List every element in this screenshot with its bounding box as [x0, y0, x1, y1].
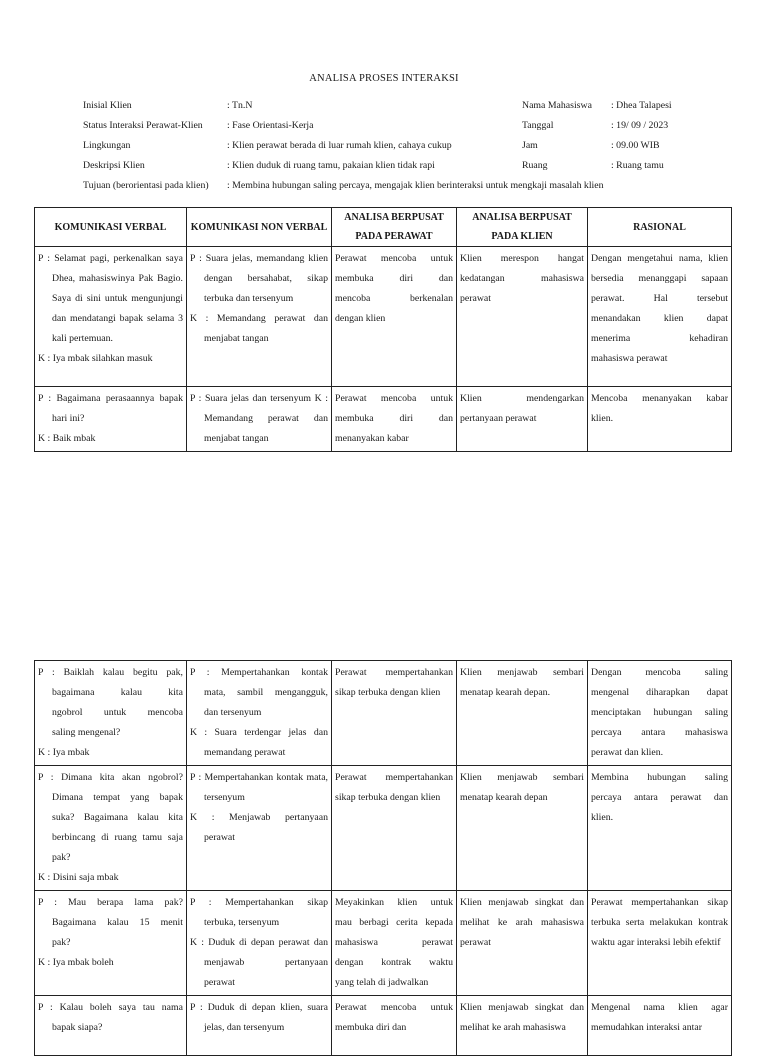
cell-line: Meyakinkan klien untuk	[335, 897, 453, 908]
cell-komunikasi-nonverbal	[187, 247, 332, 387]
cell-line: percaya antara perawat dan	[591, 792, 728, 803]
info-value: : Klien duduk di ruang tamu, pakaian klien tidak rapi	[227, 160, 435, 171]
cell-line: terbuka dan tersenyum	[204, 293, 294, 304]
cell-line: mahasiswa perawat	[335, 937, 453, 948]
cell-line: Dhea, mahasiswinya Pak Bagio.	[52, 273, 183, 284]
cell-line: klien.	[591, 812, 614, 823]
cell-line: kali pertemuan.	[52, 333, 113, 344]
cell-analisa-klien	[457, 766, 588, 891]
cell-line: Klien menjawab sembari	[460, 667, 584, 678]
table-row	[35, 247, 732, 387]
cell-line: terbuka, tersenyum	[204, 917, 280, 928]
info-label: Jam	[522, 140, 538, 151]
cell-komunikasi-verbal	[35, 996, 187, 1056]
cell-analisa-perawat	[332, 891, 457, 996]
cell-line: membuka diri dan	[335, 413, 453, 424]
info-value: : Fase Orientasi-Kerja	[227, 120, 314, 131]
cell-line: P : Duduk di depan klien, suara	[190, 1002, 328, 1013]
table-row	[35, 766, 732, 891]
cell-line: Perawat mencoba untuk	[335, 253, 453, 264]
cell-rasional	[588, 247, 732, 387]
cell-line: tersenyum	[204, 792, 245, 803]
header-rasional: RASIONAL	[588, 208, 732, 247]
cell-line: menanyakan kabar	[335, 433, 409, 444]
info-value: : Membina hubungan saling percaya, mengajak klien berinteraksi untuk mengkaji masalah klien	[227, 180, 604, 191]
cell-line: pertanyaan perawat	[460, 413, 537, 424]
cell-analisa-perawat	[332, 766, 457, 891]
header-analisa-perawat	[332, 208, 457, 247]
cell-rasional	[588, 766, 732, 891]
info-label: Tanggal	[522, 120, 554, 131]
cell-komunikasi-nonverbal	[187, 766, 332, 891]
cell-line: P : Bagaimana perasaannya bapak	[38, 393, 183, 404]
table-row	[35, 387, 732, 452]
cell-line: P : Mau berapa lama pak?	[38, 897, 183, 908]
cell-line: mencoba berkenalan	[335, 293, 453, 304]
cell-line: K : Memandang perawat dan	[190, 313, 328, 324]
cell-komunikasi-nonverbal	[187, 891, 332, 996]
cell-line: P : Dimana kita akan ngobrol?	[38, 772, 183, 783]
cell-komunikasi-verbal	[35, 247, 187, 387]
cell-line: dengan klien	[335, 313, 386, 324]
cell-line: bersedia menanggapi sapaan	[591, 273, 728, 284]
cell-analisa-klien	[457, 891, 588, 996]
cell-analisa-perawat	[332, 387, 457, 452]
cell-komunikasi-nonverbal	[187, 661, 332, 766]
cell-komunikasi-verbal	[35, 891, 187, 996]
cell-line: mau berbagi cerita kepada	[335, 917, 453, 928]
table-row	[35, 661, 732, 766]
cell-line: perawat. Hal tersebut	[591, 293, 728, 304]
document-title: ANALISA PROSES INTERAKSI	[309, 73, 459, 84]
info-label: Deskripsi Klien	[83, 160, 145, 171]
cell-line: P : Suara jelas dan tersenyum K :	[190, 393, 328, 404]
cell-line: dengan kontrak waktu	[335, 957, 453, 968]
info-value: : Tn.N	[227, 100, 253, 111]
cell-line: saling mengenal?	[52, 727, 121, 738]
cell-line: Klien merespon hangat	[460, 253, 584, 264]
cell-line: pak?	[52, 937, 71, 948]
cell-line: K : Duduk di depan perawat dan	[190, 937, 328, 948]
cell-line: Perawat mempertahankan sikap	[591, 897, 728, 908]
cell-line: Mengenal nama klien agar	[591, 1002, 728, 1013]
cell-line: mengenal diharapkan dapat	[591, 687, 728, 698]
cell-line: memandang perawat	[204, 747, 286, 758]
cell-line: ngobrol untuk mencoba	[52, 707, 183, 718]
info-value: : Klien perawat berada di luar rumah klien, cahaya cukup	[227, 140, 452, 151]
cell-line: terbuka serta melakukan kontrak	[591, 917, 728, 928]
cell-line: P : Mempertahankan kontak	[190, 667, 328, 678]
cell-line: Klien menjawab singkat dan	[460, 897, 584, 908]
cell-line: menatap kearah depan.	[460, 687, 551, 698]
cell-analisa-klien	[457, 661, 588, 766]
cell-line: kedatangan mahasiswa	[460, 273, 584, 284]
interaction-table-continued	[34, 660, 732, 1056]
header-nonverbal: KOMUNIKASI NON VERBAL	[187, 208, 332, 247]
cell-line: P : Suara jelas, memandang klien	[190, 253, 328, 264]
cell-line: perawat	[204, 832, 236, 843]
info-label: Tujuan (berorientasi pada klien)	[83, 180, 209, 191]
cell-line: membuka diri dan	[335, 1022, 407, 1033]
header-line: ANALISA BERPUSAT	[472, 212, 572, 223]
info-value: : Dhea Talapesi	[611, 100, 672, 111]
cell-line: menandakan klien dapat	[591, 313, 728, 324]
cell-line: klien.	[591, 413, 614, 424]
info-value: : 09.00 WIB	[611, 140, 660, 151]
cell-line: mata, sambil mengangguk,	[204, 687, 328, 698]
info-label: Nama Mahasiswa	[522, 100, 592, 111]
cell-analisa-klien	[457, 247, 588, 387]
cell-line: K : Baik mbak	[38, 433, 96, 444]
cell-line: membuka diri dan	[335, 273, 453, 284]
cell-line: K : Disini saja mbak	[38, 872, 119, 883]
interaction-table-top	[34, 207, 732, 452]
cell-line: memudahkan interaksi antar	[591, 1022, 702, 1033]
cell-line: perawat	[460, 293, 492, 304]
cell-line: P : Selamat pagi, perkenalkan saya	[38, 253, 183, 264]
cell-rasional	[588, 661, 732, 766]
header-line: ANALISA BERPUSAT	[344, 212, 444, 223]
table-header-row	[35, 208, 732, 247]
cell-komunikasi-verbal	[35, 766, 187, 891]
info-label: Lingkungan	[83, 140, 131, 151]
cell-line: waktu agar interaksi lebih efektif	[591, 937, 721, 948]
info-header	[0, 96, 768, 196]
cell-line: sikap terbuka dengan klien	[335, 687, 441, 698]
cell-line: sikap terbuka dengan klien	[335, 792, 441, 803]
cell-line: menjabat tangan	[204, 433, 269, 444]
cell-line: Perawat mempertahankan	[335, 667, 453, 678]
cell-komunikasi-nonverbal	[187, 387, 332, 452]
cell-line: suka? Bagaimana kalau kita	[52, 812, 183, 823]
cell-rasional	[588, 891, 732, 996]
cell-line: Perawat mencoba untuk	[335, 393, 453, 404]
cell-analisa-klien	[457, 387, 588, 452]
cell-line: Perawat mempertahankan	[335, 772, 453, 783]
info-value: : Ruang tamu	[611, 160, 664, 171]
cell-komunikasi-verbal	[35, 661, 187, 766]
cell-line: melihat ke arah mahasiswa	[460, 1022, 566, 1033]
header-line: PADA PERAWAT	[355, 231, 433, 242]
cell-line: K : Iya mbak boleh	[38, 957, 114, 968]
cell-line: jelas, dan tersenyum	[204, 1022, 285, 1033]
header-line: PADA KLIEN	[491, 231, 553, 242]
cell-line: Klien menjawab sembari	[460, 772, 584, 783]
cell-line: Mencoba menanyakan kabar	[591, 393, 728, 404]
cell-line: Saya di sini untuk mengunjungi	[52, 293, 183, 304]
cell-line: Membina hubungan saling	[591, 772, 728, 783]
cell-line: yang telah di jadwalkan	[335, 977, 429, 988]
header-verbal: KOMUNIKASI VERBAL	[35, 208, 187, 247]
cell-line: Klien mendengarkan	[460, 393, 584, 404]
cell-analisa-perawat	[332, 661, 457, 766]
cell-line: perawat	[460, 937, 492, 948]
cell-line: mahasiswa perawat	[591, 353, 668, 364]
cell-rasional	[588, 996, 732, 1056]
table-row	[35, 891, 732, 996]
cell-line: Memandang perawat dan	[204, 413, 328, 424]
cell-line: dengan bersahabat, sikap	[204, 273, 328, 284]
cell-line: perawat	[204, 977, 236, 988]
cell-line: menerima kehadiran	[591, 333, 728, 344]
cell-line: P : Kalau boleh saya tau nama	[38, 1002, 183, 1013]
cell-komunikasi-verbal	[35, 387, 187, 452]
cell-line: melihat ke arah mahasiswa	[460, 917, 584, 928]
table-row	[35, 996, 732, 1056]
cell-line: K : Suara terdengar jelas dan	[190, 727, 328, 738]
cell-line: Perawat mencoba untuk	[335, 1002, 453, 1013]
cell-analisa-klien	[457, 996, 588, 1056]
info-label: Inisial Klien	[83, 100, 132, 111]
cell-line: hari ini?	[52, 413, 85, 424]
cell-line: Klien menjawab singkat dan	[460, 1002, 584, 1013]
cell-line: dan mendatangi bapak selama 3	[52, 313, 183, 324]
header-analisa-klien	[457, 208, 588, 247]
cell-line: P : Mempertahankan sikap	[190, 897, 328, 908]
cell-line: Dengan mengetahui nama, klien	[591, 253, 728, 264]
cell-rasional	[588, 387, 732, 452]
cell-line: dan tersenyum	[204, 707, 262, 718]
cell-line: K : Iya mbak	[38, 747, 90, 758]
cell-analisa-perawat	[332, 996, 457, 1056]
cell-line: Dengan mencoba saling	[591, 667, 728, 678]
cell-line: perawat dan klien.	[591, 747, 664, 758]
cell-line: Dimana tempat yang bapak	[52, 792, 183, 803]
cell-line: menjabat tangan	[204, 333, 269, 344]
cell-line: Bagaimana kalau 15 menit	[52, 917, 183, 928]
cell-line: bapak siapa?	[52, 1022, 103, 1033]
cell-line: P : Mempertahankan kontak mata,	[190, 772, 328, 783]
info-value: : 19/ 09 / 2023	[611, 120, 669, 131]
cell-line: bagaimana kalau kita	[52, 687, 183, 698]
cell-line: menatap kearah depan	[460, 792, 548, 803]
cell-line: K : Menjawab pertanyaan	[190, 812, 328, 823]
cell-analisa-perawat	[332, 247, 457, 387]
cell-line: menciptakan hubungan saling	[591, 707, 728, 718]
cell-line: menjawab pertanyaan	[204, 957, 328, 968]
cell-line: berbincang di ruang tamu saja	[52, 832, 183, 843]
info-label: Ruang	[522, 160, 548, 171]
info-label: Status Interaksi Perawat-Klien	[83, 120, 203, 131]
cell-komunikasi-nonverbal	[187, 996, 332, 1056]
cell-line: K : Iya mbak silahkan masuk	[38, 353, 153, 364]
cell-line: P : Baiklah kalau begitu pak,	[38, 667, 183, 678]
cell-line: pak?	[52, 852, 71, 863]
cell-line: percaya antara mahasiswa	[591, 727, 728, 738]
